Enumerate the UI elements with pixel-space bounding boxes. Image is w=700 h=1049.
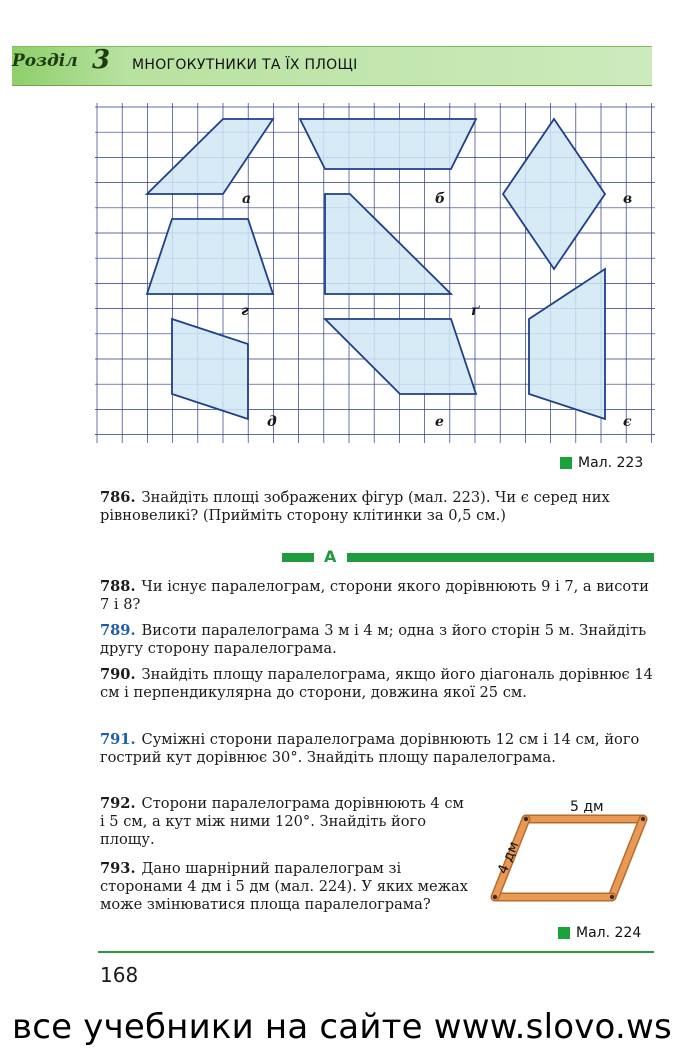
problem-793: [100, 860, 470, 914]
section-number: 3: [92, 45, 111, 75]
figure-223-caption: [560, 455, 643, 471]
caption-marker-icon: [560, 457, 572, 469]
problem-text: Знайдіть площу паралелограма, якщо його діагональ дорівнює 14 см і перпендикулярна до сторони, довжина якої 25 см.: [100, 666, 653, 701]
figure-223-grid: [95, 103, 655, 443]
caption-marker-icon: [558, 927, 570, 939]
label-5dm: 5 дм: [570, 799, 604, 815]
problem-text: Суміжні сторони паралелограма дорівнюють 12 см і 14 см, його гострий кут дорівнює 30°. Знайдіть площу паралелограма.: [100, 731, 640, 766]
problem-number: 793.: [100, 860, 136, 877]
shape-g-trapezoid: [147, 219, 273, 294]
problem-791: [100, 731, 655, 767]
page-number: 168: [100, 963, 139, 987]
parallelogram-planks: [495, 819, 643, 897]
footer-watermark-text: все учебники на сайте www.slovo.ws: [12, 1007, 672, 1047]
shape-letter: е: [435, 414, 444, 430]
section-a-divider: [282, 549, 654, 567]
problem-792: [100, 795, 470, 849]
shape-letter: а: [242, 191, 252, 207]
problem-number: 788.: [100, 578, 136, 595]
chapter-title: МНОГОКУТНИКИ ТА ЇХ ПЛОЩІ: [132, 57, 358, 73]
figure-223-caption-text: Мал. 223: [578, 455, 644, 471]
shape-ye-quadrilateral: [529, 269, 605, 419]
problem-786: [100, 489, 655, 525]
problem-790: [100, 666, 655, 702]
problem-text: Знайдіть площі зображених фігур (мал. 223). Чи є серед них рівновеликі? (Прийміть сторону клітинки за 0,5 см.): [100, 489, 610, 524]
label-4dm: 4 дм: [494, 839, 523, 877]
section-label: Розділ: [12, 51, 78, 71]
shape-letter: г: [241, 303, 249, 319]
divider-bar-left: [282, 553, 314, 562]
shape-letter: ґ: [471, 303, 480, 319]
problem-789: [100, 622, 655, 658]
section-a-label: А: [324, 547, 337, 566]
problem-number: 792.: [100, 795, 136, 812]
shape-v-rhombus: [503, 119, 605, 269]
chapter-header: [12, 46, 652, 86]
bottom-rule: [98, 951, 654, 953]
problem-text: Сторони паралелограма дорівнюють 4 см і 5 см, а кут між ними 120°. Знайдіть його площу.: [100, 795, 464, 848]
problem-number: 790.: [100, 666, 136, 683]
shape-letter: є: [623, 414, 632, 430]
problem-text: Чи існує паралелограм, сторони якого дорівнюють 9 і 7, а висоти 7 і 8?: [100, 578, 649, 613]
problem-text: Дано шарнірний паралелограм зі сторонами 4 дм і 5 дм (мал. 224). У яких межах може змінюватися площа паралелограма?: [100, 860, 468, 913]
shapes: [147, 119, 605, 419]
figure-224-caption: [558, 925, 641, 941]
problem-number: 789.: [100, 622, 136, 639]
divider-bar-right: [347, 553, 654, 562]
figure-224-caption-text: Мал. 224: [576, 925, 642, 941]
shape-ge-triangle: [325, 194, 451, 294]
problem-number: 791.: [100, 731, 136, 748]
problem-text: Висоти паралелограма 3 м і 4 м; одна з його сторін 5 м. Знайдіть другу сторону паралелограма.: [100, 622, 647, 657]
figure-224-hinged-parallelogram: [478, 795, 658, 910]
shape-letter: в: [623, 191, 633, 207]
shape-letter: б: [435, 191, 446, 207]
shape-e-parallelogram: [325, 319, 476, 394]
problem-number: 786.: [100, 489, 136, 506]
problem-788: [100, 578, 655, 614]
shape-letter: д: [267, 414, 277, 430]
shape-b-trapezoid: [300, 119, 476, 169]
